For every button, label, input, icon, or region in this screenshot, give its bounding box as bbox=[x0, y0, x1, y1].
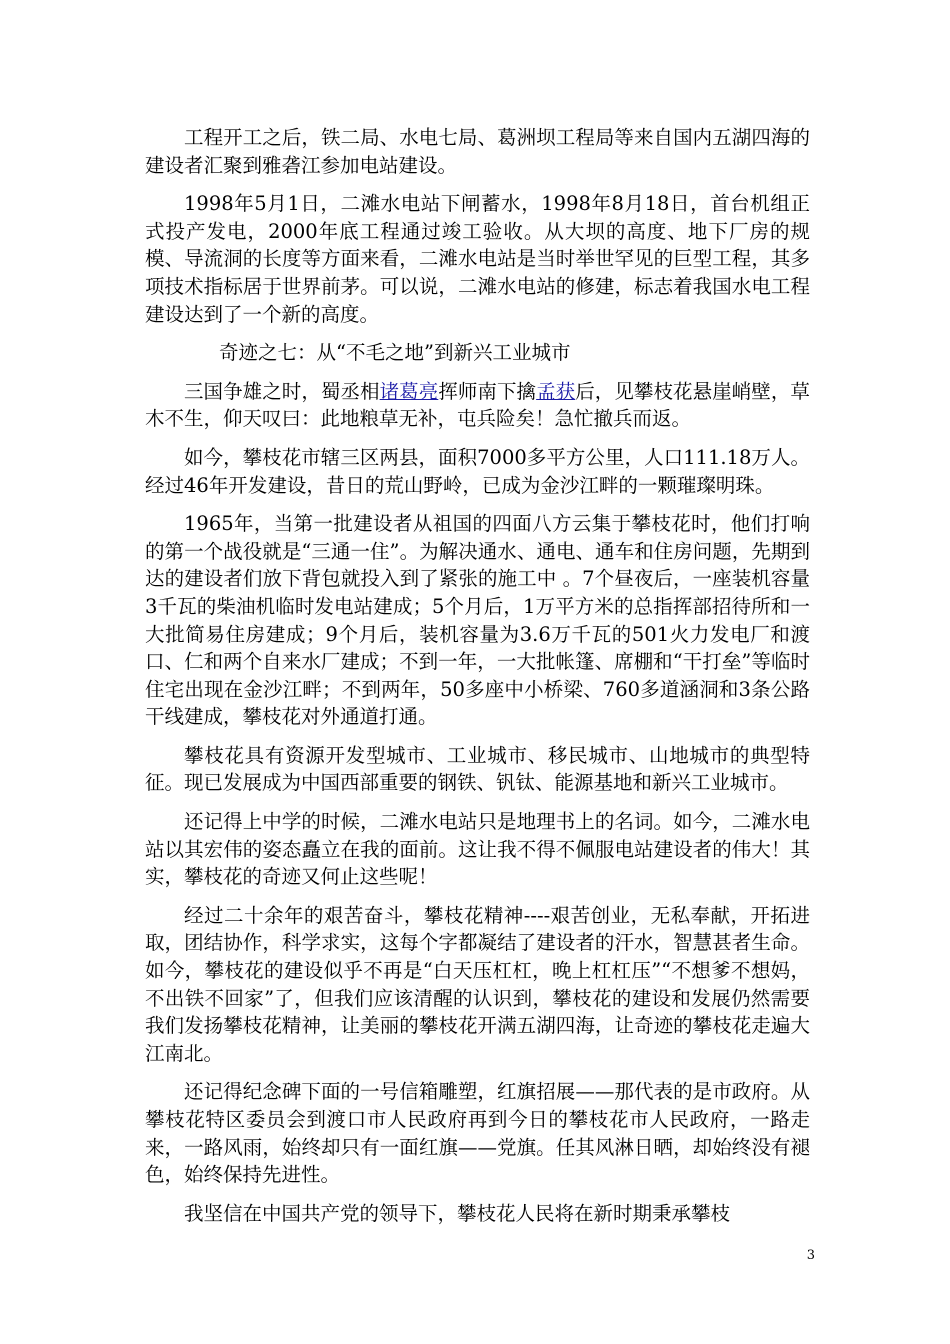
paragraph-city-characteristics: 攀枝花具有资源开发型城市、工业城市、移民城市、山地城市的典型特征。现已发展成为中国西部重要的钢铁、钒钛、能源基地和新兴工业城市。 bbox=[145, 743, 810, 795]
history-text-end: 后，见攀枝花悬崖峭壁，草木不生，仰天叹曰：此地粮草无补，屯兵险矣！急忙撤兵而返。 bbox=[145, 379, 810, 431]
history-text-start: 三国争雄之时，蜀丞相 bbox=[184, 379, 380, 403]
document-body bbox=[145, 124, 810, 1238]
paragraph-school-memory: 还记得上中学的时候，二滩水电站只是地理书上的名词。如今，二滩水电站以其宏伟的姿态矗立在我的面前。这让我不得不佩服电站建设者的伟大！其实，攀枝花的奇迹又何止这些呢！ bbox=[145, 810, 810, 889]
paragraph-three-kingdoms bbox=[145, 378, 810, 433]
paragraph-ertan-milestones: 1998年5月1日，二滩水电站下闸蓄水，1998年8月18日，首台机组正式投产发电，2000年底工程通过竣工验收。从大坝的高度、地下厂房的规模、导流洞的长度等方面来看，二滩水电站是当时举世罕见的巨型工程，其多项技术指标居于世界前茅。可以说，二滩水电站的修建，标志着我国水电工程建设达到了一个新的高度。 bbox=[145, 192, 810, 326]
paragraph-conclusion-start: 我坚信在中国共产党的领导下，攀枝花人民将在新时期秉承攀枝 bbox=[184, 1201, 731, 1225]
paragraph-1965-construction: 1965年，当第一批建设者从祖国的四面八方云集于攀枝花时，他们打响的第一个战役就是“三通一住”。为解决通水、通电、通车和住房问题，先期到达的建设者们放下背包就投入到了紧张的施工中 。7个昼夜后，一座装机容量3千瓦的柴油机临时发电站建成；5个月后，1万平方米的总指挥部招待所和一大批简易住房建成；9个月后，装机容量为3.6万千瓦的501火力发电厂和渡口、仁和两个自来水厂建成；不到一年，一大批帐篷、席棚和“干打垒”等临时住宅出现在金沙江畔；不到两年，50多座中小桥梁、760多道涵洞和3条公路干线建成，攀枝花对外通道打通。 bbox=[145, 512, 810, 729]
section-heading: 奇迹之七：从“不毛之地”到新兴工业城市 bbox=[219, 341, 571, 365]
page-number: 3 bbox=[806, 1248, 815, 1263]
paragraph-red-flag-sculpture: 还记得纪念碑下面的一号信箱雕塑，红旗招展——那代表的是市政府。从攀枝花特区委员会到渡口市人民政府再到今日的攀枝花市人民政府，一路走来，一路风雨，始终却只有一面红旗——党旗。任其风淋日晒，却始终没有褪色，始终保持先进性。 bbox=[145, 1080, 810, 1187]
paragraph-panzhihua-spirit: 经过二十余年的艰苦奋斗，攀枝花精神----艰苦创业，无私奉献，开拓进取，团结协作，科学求实，这每个字都凝结了建设者的汗水，智慧甚者生命。如今，攀枝花的建设似乎不再是“白天压杠杠，晚上杠杠压”“不想爹不想妈，不出铁不回家”了，但我们应该清醒的认识到，攀枝花的建设和发展仍然需要我们发扬攀枝花精神，让美丽的攀枝花开满五湖四海，让奇迹的攀枝花走遍大江南北。 bbox=[145, 903, 810, 1065]
meng-huo-link[interactable]: 孟获 bbox=[536, 379, 576, 403]
zhuge-liang-link[interactable]: 诸葛亮 bbox=[379, 379, 439, 403]
paragraph-construction-teams: 工程开工之后，铁二局、水电七局、葛洲坝工程局等来自国内五湖四海的建设者汇聚到雅砻江参加电站建设。 bbox=[145, 126, 810, 177]
paragraph-city-overview: 如今，攀枝花市辖三区两县，面积7000多平方公里，人口111.18万人。经过46年开发建设，昔日的荒山野岭，已成为金沙江畔的一颗璀璨明珠。 bbox=[145, 445, 810, 497]
history-text-middle: 挥师南下擒 bbox=[438, 379, 537, 403]
